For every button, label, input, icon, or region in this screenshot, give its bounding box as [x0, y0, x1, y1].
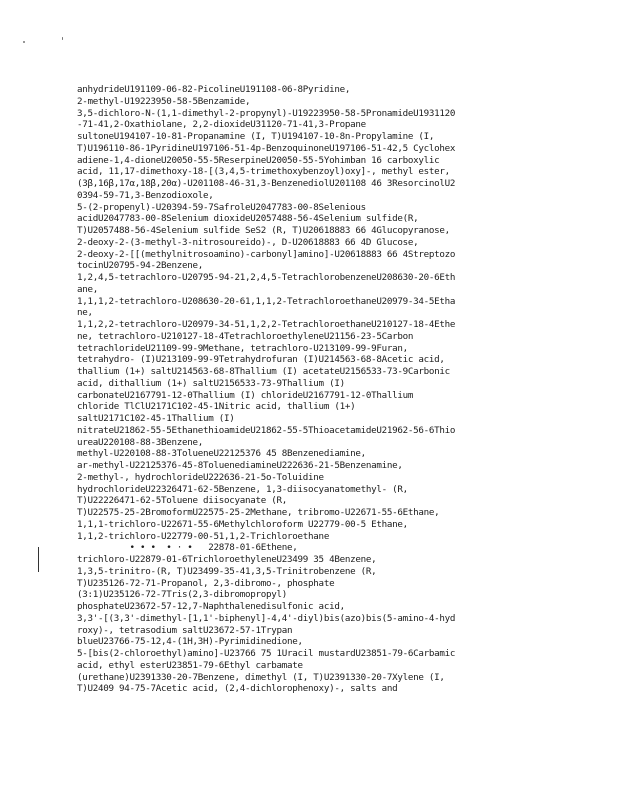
text-line: 0394-59-71,3-Benzodioxole, — [77, 189, 214, 201]
margin-mark — [38, 547, 39, 572]
text-line: tetrahydro- (I)U213109-99-9Tetrahydrofuran (I)U214563-68-8Acetic acid, — [77, 354, 445, 366]
text-line: ureaU220108-88-3Benzene, — [77, 436, 204, 448]
text-line: acidU2047783-00-8Selenium dioxideU2057488-56-4Selenium sulfide(R, — [77, 213, 419, 225]
text-line: T)U22226471-62-5Toluene diisocyanate (R, — [77, 495, 288, 507]
text-line: T)U22575-25-2BromoformU22575-25-2Methane, tribromo-U22671-55-6Ethane, — [77, 507, 440, 518]
text-line: sultoneU194107-10-81-Propanamine (I, T)U194107-10-8n-Propylamine (I, — [77, 131, 435, 142]
text-line: T)U2057488-56-4Selenium sulfide SeS2 (R, T)U20618883 66 4Glucopyranose, — [77, 225, 450, 236]
chemical-listing-text — [77, 84, 605, 695]
text-line: ar-methyl-U22125376-45-8ToluenediamineU222636-21-5Benzenamine, — [77, 460, 403, 471]
text-line: 2-deoxy-2-(3-methyl-3-nitrosoureido)-, D-U20618883 66 4D Glucose, — [77, 236, 419, 248]
text-line: saltU2171C102-45-1Thallium (I) — [77, 413, 235, 424]
text-line: trichloro-U22879-01-6TrichloroethyleneU23499 35 4Benzene, — [77, 554, 377, 565]
text-line: 1,1,1-trichloro-U22671-55-6Methylchloroform U22779-00-5 Ethane, — [77, 518, 408, 530]
text-line: 1,1,2,2-tetrachloro-U20979-34-51,1,2,2-TetrachloroethaneU210127-18-4Ethe — [77, 319, 456, 330]
text-line: 3,5-dichloro-N-(1,1-dimethyl-2-propynyl)-U19223950-58-5PronamideU1931120 — [77, 107, 456, 119]
text-line: acid, ethyl esterU23851-79-6Ethyl carbamate — [77, 659, 303, 671]
text-line: blueU23766-75-12,4-(1H,3H)-Pyrimidinedione, — [77, 636, 303, 648]
scan-speck — [23, 41, 25, 43]
text-line: chloride TlClU2171C102-45-1Nitric acid, thallium (1+) — [77, 401, 356, 413]
text-line: hydrochlorideU22326471-62-5Benzene, 1,3-diisocyanatomethyl- (R, — [77, 483, 408, 495]
text-line: tetrachlorideU21109-99-9Methane, tetrachloro-U213109-99-9Furan, — [77, 342, 408, 354]
text-line: phosphateU23672-57-12,7-Naphthalenedisulfonic acid, — [77, 601, 345, 612]
text-line: T)U2409 94-75-7Acetic acid, (2,4-dichlorophenoxy)-, salts and — [77, 683, 398, 695]
text-line: anhydrideU191109-06-82-PicolineU191108-06-8Pyridine, — [77, 84, 351, 95]
text-line: 1,1,1,2-tetrachloro-U208630-20-61,1,1,2-TetrachloroethaneU20979-34-5Etha — [77, 295, 456, 307]
scan-speck — [62, 37, 63, 40]
text-line: 1,2,4,5-tetrachloro-U20795-94-21,2,4,5-TetrachlorobenzeneU208630-20-6Eth — [77, 272, 456, 283]
text-line: ane, — [77, 283, 99, 295]
text-line: 1,3,5-trinitro-(R, T)U23499-35-41,3,5-Trinitrobenzene (R, — [77, 565, 377, 577]
text-line: 5-[bis(2-chloroethyl)amino]-U23766 75 1Uracil mustardU23851-79-6Carbamic — [77, 648, 456, 659]
text-line: 1,1,2-trichloro-U22779-00-51,1,2-Trichloroethane — [77, 530, 330, 542]
text-line: adiene-1,4-dioneU20050-55-5ReserpineU20050-55-5Yohimban 16 carboxylic — [77, 154, 440, 166]
text-line: ne, tetrachloro-U210127-18-4TetrachloroethyleneU21156-23-5Carbon — [77, 330, 414, 342]
text-line: T)U235126-72-71-Propanol, 2,3-dibromo-, phosphate — [77, 577, 335, 589]
text-line: ne, — [77, 307, 93, 319]
text-line: T)U196110-86-1PyridineU197106-51-4p-BenzoquinoneU197106-51-42,5 Cyclohex — [77, 142, 456, 154]
text-line: methyl-U220108-88-3TolueneU22125376 45 8Benzenediamine, — [77, 448, 366, 460]
text-line: thallium (1+) saltU214563-68-8Thallium (I) acetateU2156533-73-9Carbonic — [77, 366, 450, 377]
text-line: nitrateU21862-55-5EthanethioamideU21862-55-5ThioacetamideU21962-56-6Thio — [77, 424, 456, 436]
text-line: (3β,16β,17α,18β,20α)-U201108-46-31,3-BenzenediolU201108 46 3ResorcinolU2 — [77, 178, 456, 189]
text-line: carbonateU2167791-12-0Thallium (I) chlorideU2167791-12-0Thallium — [77, 389, 414, 401]
text-line: 2-methyl-U19223950-58-5Benzamide, — [77, 95, 251, 107]
text-line: 2-methyl-, hydrochlorideU222636-21-5o-Toluidine — [77, 471, 324, 483]
text-line: tocinU20795-94-2Benzene, — [77, 260, 204, 272]
text-line: (urethane)U2391330-20-7Benzene, dimethyl (I, T)U2391330-20-7Xylene (I, — [77, 671, 445, 683]
text-line: 5-(2-propenyl)-U20394-59-7SafroleU2047783-00-8Selenious — [77, 201, 366, 213]
text-line: roxy)-, tetrasodium saltU23672-57-1Trypan — [77, 624, 293, 636]
text-line: (3:1)U235126-72-7Tris(2,3-dibromopropyl) — [77, 589, 288, 601]
text-line: 2-deoxy-2-[[(methylnitrosoamino)-carbonyl]amino]-U20618883 66 4Streptozo — [77, 248, 456, 260]
text-line: -71-41,2-Oxathiolane, 2,2-dioxideU31120-71-41,3-Propane — [77, 119, 366, 131]
text-line: • • • • · • 22878-01-6Ethene, — [77, 542, 298, 554]
text-line: acid, 11,17-dimethoxy-18-[(3,4,5-trimethoxybenzoyl)oxy]-, methyl ester, — [77, 166, 450, 178]
text-line: 3,3'-[(3,3'-dimethyl-[1,1'-biphenyl]-4,4'-diyl)bis(azo)bis(5-amino-4-hyd — [77, 612, 456, 624]
text-line: acid, dithallium (1+) saltU2156533-73-9Thallium (I) — [77, 377, 345, 389]
